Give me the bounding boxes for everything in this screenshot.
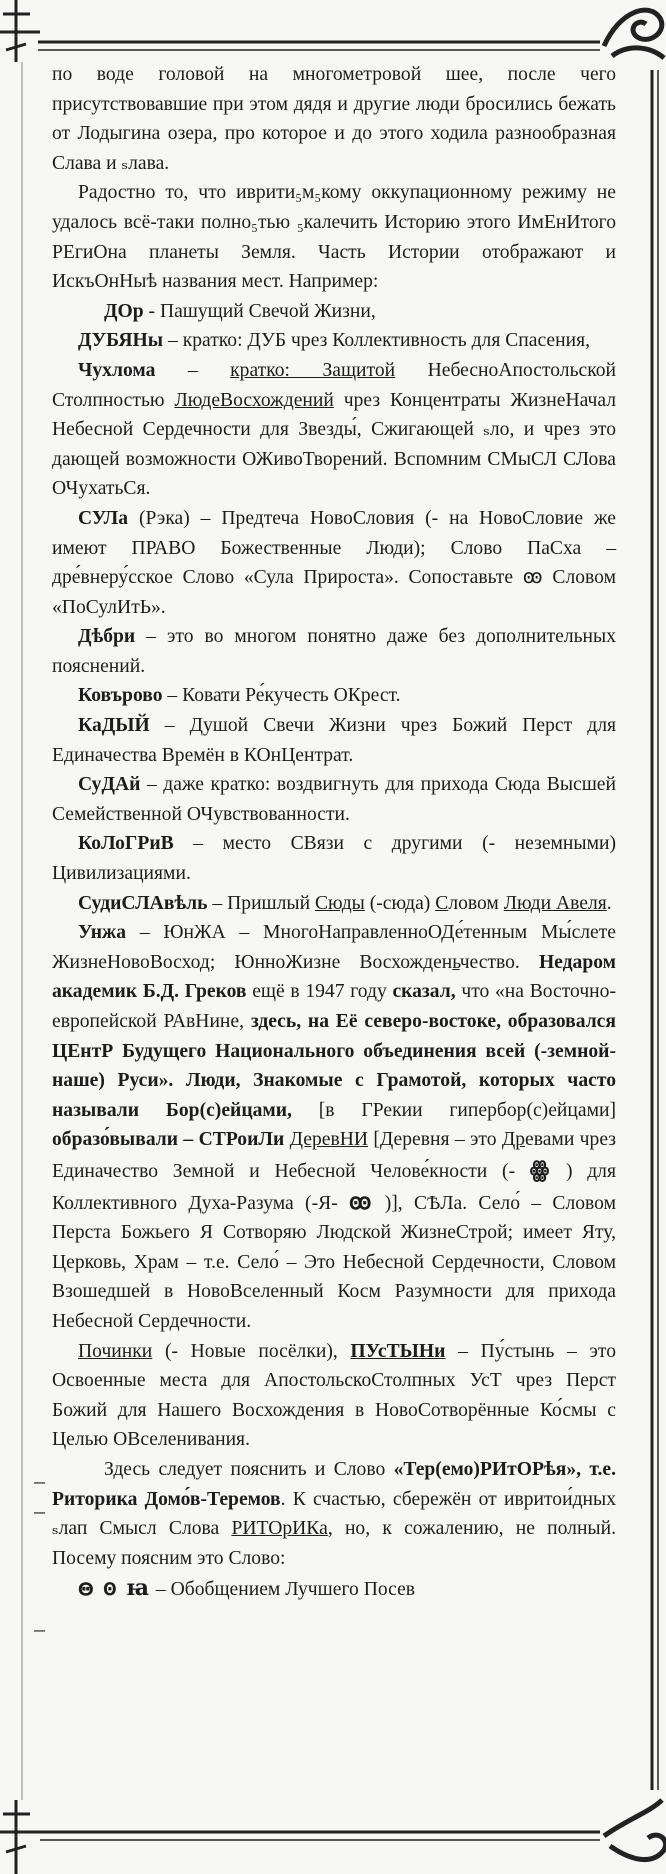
entry-definition: [Деревня – это bbox=[368, 1129, 502, 1151]
entry-definition: - Пашущий Свечой Жизни, bbox=[143, 300, 376, 322]
entry-definition: – Душой Свечи Жизни чрез Божий Перст для Единачества Времён в КОнЦентрат. bbox=[52, 715, 616, 766]
runic-glyphs-icon: ꙫ ꙩ ꙗ bbox=[78, 1575, 151, 1601]
underlined-phrase: Починки bbox=[78, 1340, 153, 1362]
underlined-bold-phrase: ПУсТЫНи bbox=[350, 1340, 446, 1362]
entry-definition: – Пу́стынь – это Освоенные места для АпостольскоСтолпных УсТ чрез Перст Божий для Нашего Восхождения в НовоСотворённые Ко́смы с Целью ОВселенивания. bbox=[52, 1340, 616, 1451]
entry-definition: что «на Восточно-европейской РАвНине, bbox=[52, 981, 616, 1032]
underlined-phrase: Сюды bbox=[314, 892, 365, 914]
paragraph-text: – Обобщением Лучшего Посев bbox=[150, 1579, 416, 1601]
entry-definition: – ЮнЖА – МногоНаправленноОДе́тенным Мы́слете ЖизнеНовоВосход; ЮнноЖизне Восхожден bbox=[52, 922, 616, 973]
paragraph-history-intro bbox=[52, 178, 616, 296]
entry-definition: – Пришлый bbox=[207, 892, 315, 914]
bold-phrase: «Тер(емо)РИтОРѣя», т.е. Риторика Домо́в-Теремов bbox=[52, 1458, 617, 1510]
entry-term: Чухлома bbox=[78, 359, 156, 381]
entry-definition: НебесноАпостольской Столпностью bbox=[52, 359, 617, 411]
entry-term: СуДАй bbox=[78, 774, 141, 796]
entry-definition: – кратко: ДУБ чрез Коллективность для Спасения, bbox=[163, 330, 591, 352]
entry-dubyany bbox=[52, 326, 616, 356]
entry-definition: [в ГРекии гипербор(с)ейцами] bbox=[291, 1099, 616, 1121]
entry-debri bbox=[52, 622, 616, 681]
entry-term: КоЛоГРиВ bbox=[78, 833, 174, 855]
paragraph-rhetoric bbox=[52, 1455, 616, 1573]
underlined-phrase: кратко: Защитой bbox=[230, 359, 396, 381]
underlined-phrase: С bbox=[435, 892, 449, 914]
entry-definition: ) для Коллективного Духа-Разума (-Я- bbox=[52, 1160, 616, 1214]
entry-definition: ловом bbox=[448, 892, 504, 914]
entry-definition: (-сюда) bbox=[364, 892, 436, 914]
entry-term: СудиСЛАвѣль bbox=[78, 892, 208, 914]
entry-kologriv bbox=[52, 829, 616, 888]
bold-phrase: образо́вывали – СТРоиЛи bbox=[52, 1129, 285, 1151]
bold-phrase: Недаром академик Б.Д. Греков bbox=[52, 951, 616, 1003]
runic-figure-icon: ꙭ bbox=[349, 1188, 374, 1214]
entry-definition: )], СѢЛа. Село́ – Словом Перста Божьего Я Сотворяю Людской ЖизнеСтрой; имеет Яту, Церковь, Храм – т.е. Село́ – Это Небесной Сердечности, Словом Взошедшей в НовоВселенный Косм Разумности для прихода Небесной Сердечности. bbox=[52, 1192, 616, 1332]
paragraph-text: Радостно то, что иврити₅м₅кому оккупационному режиму не удалось всё-таки полно₅тью ₅калечить Историю этого ИмЕнИтого РЕгиОна планеты Земля. Часть Истории отображают и ИскъОнНыѣ названия мест. Например: bbox=[52, 182, 616, 293]
entry-definition: – Ковати Ре́кучесть ОКрест. bbox=[162, 685, 401, 707]
entry-term: Ковърово bbox=[78, 685, 163, 707]
paragraph-text: . К счастью, сбережён от ивритои́дных ₛлап Смысл Слова bbox=[52, 1488, 616, 1540]
bold-phrase: здесь, на Её северо-востоке, образовался ЦЕнтР Будущего Национального объединения всей (-земной-наше) Руси». Люди, Знакомые с Грамотой, которых часто называли Бор(с)ейцами, bbox=[52, 1011, 616, 1121]
entry-definition: чество. bbox=[459, 951, 539, 973]
underlined-phrase: Др bbox=[501, 1129, 526, 1151]
paragraph-text: по воде головой на многометровой шее, после чего присутствовавшие при этом дядя и другие люди бросились бежать от Лодыгина озера, про которое и до этого ходила разнообразная Слава и ₛлава. bbox=[52, 64, 616, 174]
underlined-phrase: ЛюдеВосхождений bbox=[174, 389, 334, 411]
underlined-phrase: Люди Авеля bbox=[503, 892, 607, 914]
orthodox-cross-icon-bottom bbox=[0, 1800, 40, 1874]
orthodox-cross-icon-top bbox=[0, 0, 40, 62]
entry-definition: (Рэка) – Предтеча НовоСловия (- на НовоСловие же имеют ПРАВО Божественные Люди); Слово ПаСха – дре́внеру́сское Слово «Сула Прироста». Сопоставьте ꙭ Словом «ПоСулИтЬ». bbox=[52, 507, 616, 618]
entry-unzha bbox=[52, 918, 616, 1336]
entry-definition: . bbox=[606, 892, 612, 914]
entry-definition: (- Новые посёлки), bbox=[152, 1340, 351, 1362]
entry-kovyrovo bbox=[52, 681, 616, 711]
paragraph-symbol-line bbox=[52, 1573, 616, 1605]
runic-symbol-icon: ꙮ bbox=[529, 1156, 552, 1182]
entry-term: Унжа bbox=[78, 922, 127, 944]
entry-term: ДОр bbox=[104, 300, 144, 322]
entry-sula bbox=[52, 504, 616, 622]
entry-term: Дѣбри bbox=[78, 626, 136, 648]
underlined-phrase: РИТОрИКа bbox=[231, 1518, 328, 1540]
paragraph-lodygin-lake bbox=[52, 60, 616, 178]
margin-dash: – bbox=[34, 1498, 45, 1523]
entry-definition: – даже кратко: воздвигнуть для прихода Сюда Высшей Семейственной ОЧувствованности. bbox=[52, 774, 616, 825]
entry-dor bbox=[52, 297, 616, 327]
entry-term: СУЛа bbox=[78, 507, 129, 529]
entry-term: ДУБЯНы bbox=[78, 330, 164, 352]
document-body bbox=[52, 60, 616, 1605]
entry-kadyy bbox=[52, 711, 616, 770]
bold-phrase: сказал, bbox=[392, 981, 456, 1003]
entry-definition: – место СВязи с другими (- неземными) Цивилизациями. bbox=[52, 833, 616, 885]
underlined-phrase: ь bbox=[452, 951, 460, 973]
paragraph-text: Здесь следует пояснить и Слово bbox=[104, 1458, 394, 1480]
entry-definition: ещё в 1947 году bbox=[246, 981, 393, 1003]
entry-chukhloma: Чухлома – кратко: Защитой НебесноАпостольской Столпностью ЛюдеВосхождений чрез Концентраты ЖизнеНачал Небесной Сердечности для Звезды́, Сжигающей ₛло, и чрез это дающей возможности ОЖивоТворений. Вспомним СМыСЛ СЛова ОЧухатьСя. bbox=[52, 359, 617, 500]
entry-term: КаДЫЙ bbox=[78, 715, 150, 737]
underlined-phrase: ДеревНИ bbox=[289, 1129, 369, 1151]
swirl-ornament-icon-bottom bbox=[604, 1800, 666, 1860]
entry-pochinki bbox=[52, 1337, 616, 1455]
margin-dash: – bbox=[34, 1616, 45, 1641]
swirl-ornament-icon-top bbox=[604, 10, 664, 58]
margin-dash: – bbox=[34, 1468, 45, 1493]
paragraph-text: , но, к сожалению, не полный. Посему поясним это Слово: bbox=[52, 1518, 616, 1569]
entry-definition: евами чрез Единачество Земной и Небесной Челове́кности (- bbox=[52, 1129, 616, 1182]
entry-sudai bbox=[52, 770, 616, 829]
entry-sudislavl bbox=[52, 889, 616, 919]
entry-definition: – это во многом понятно даже без дополнительных пояснений. bbox=[52, 626, 616, 677]
entry-definition: чрез Концентраты ЖизнеНачал Небесной Сердечности для Звезды́, Сжигающей ₛло, и чрез это дающей возможности ОЖивоТворений. Вспомним СМыСЛ СЛова ОЧухатьСя. bbox=[52, 389, 617, 500]
